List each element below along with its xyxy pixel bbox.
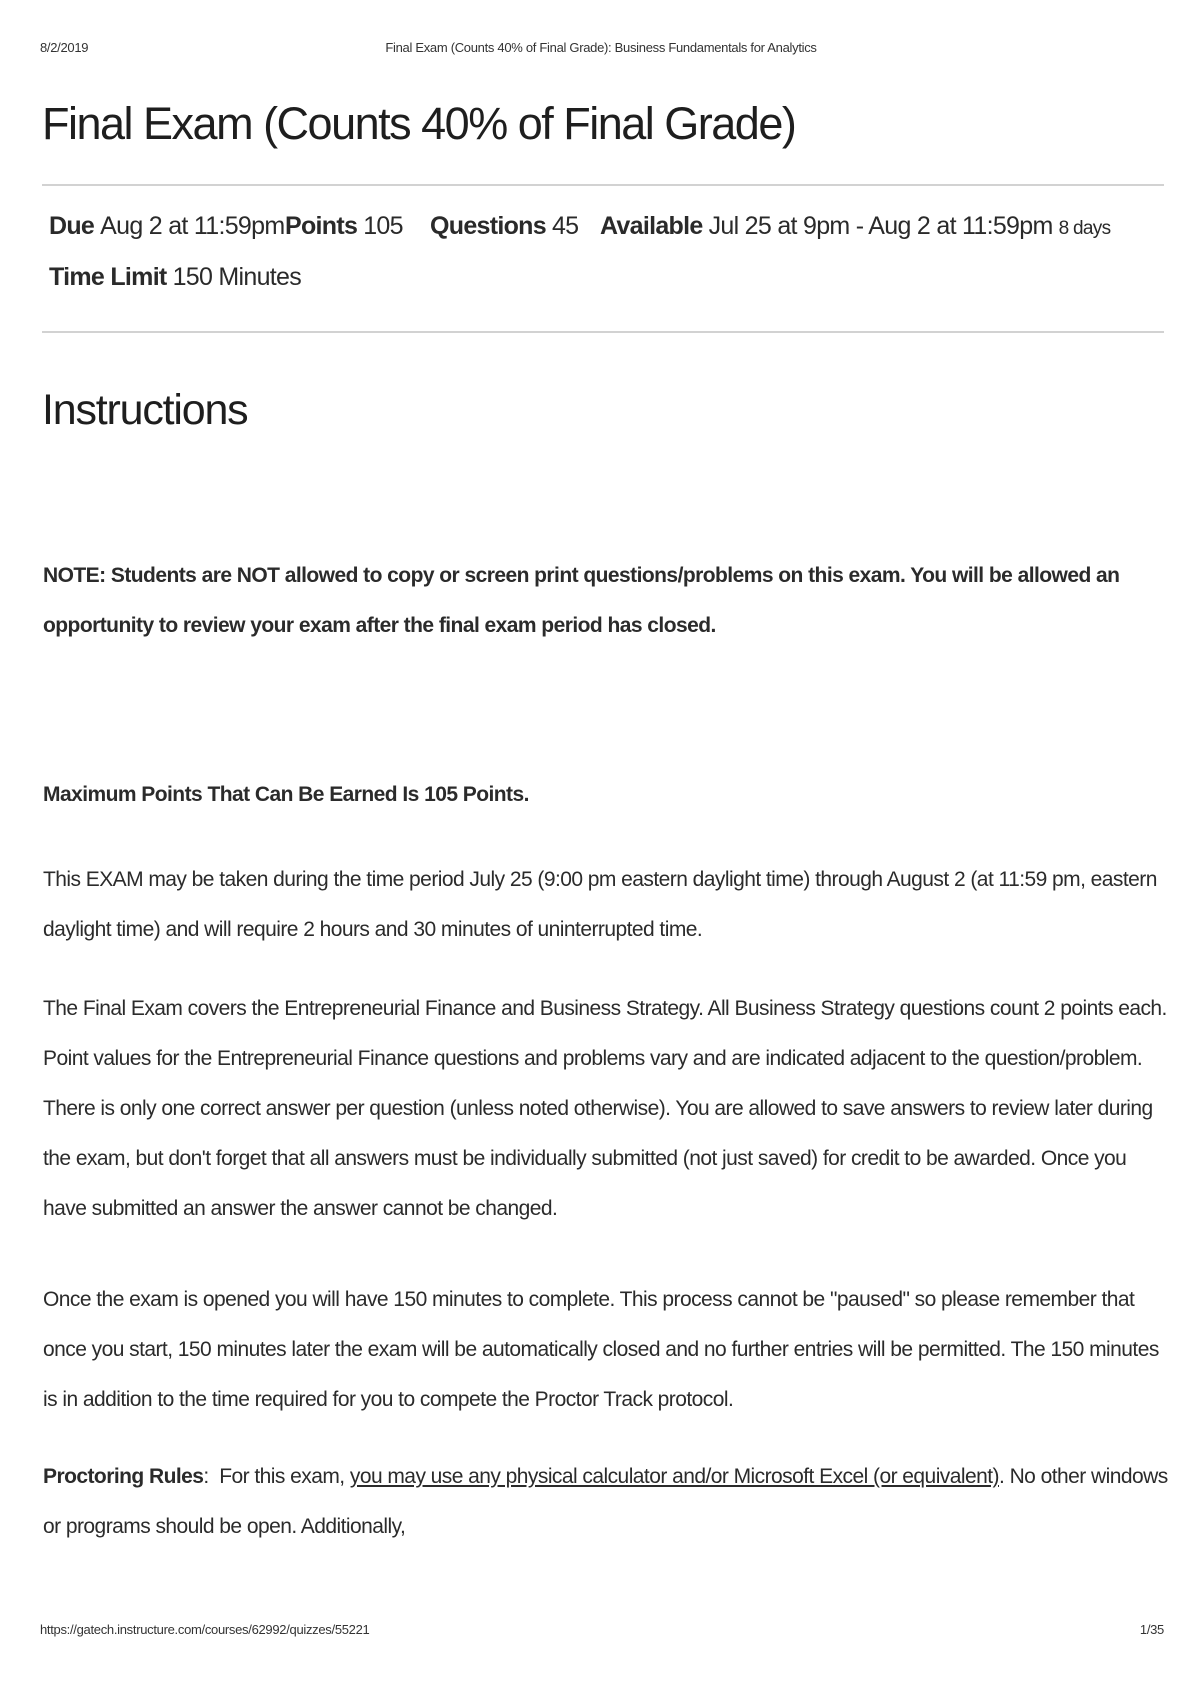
time-period-paragraph: This EXAM may be taken during the time period July 25 (9:00 pm eastern daylight time) through August 2 (at 11:59 pm, eastern daylight time) and will require 2 hours and 30 minutes of uninterrupted time. <box>43 868 1157 941</box>
max-points-paragraph: Maximum Points That Can Be Earned Is 105 Points. <box>43 783 529 806</box>
due-label: Due <box>49 212 95 240</box>
print-header <box>40 40 1162 60</box>
questions-value: 45 <box>551 212 579 240</box>
time-limit-detail <box>49 263 301 292</box>
page-url: https://gatech.instructure.com/courses/62992/quizzes/55221 <box>40 1622 370 1637</box>
questions-detail <box>430 212 578 241</box>
print-footer <box>40 1622 1164 1642</box>
due-value: Aug 2 at 11:59pm <box>100 212 285 240</box>
available-detail <box>600 212 1110 241</box>
print-document-title: Final Exam (Counts 40% of Final Grade): Business Fundamentals for Analytics <box>385 40 817 55</box>
proctoring-separator: : For this exam, <box>203 1465 350 1488</box>
page-number: 1/35 <box>1139 1622 1164 1637</box>
proctoring-rules-paragraph <box>43 1452 1168 1552</box>
page-title: Final Exam (Counts 40% of Final Grade) <box>42 98 796 149</box>
available-label: Available <box>600 212 703 240</box>
time-limit-paragraph: Once the exam is opened you will have 150 minutes to complete. This process cannot be "paused" so please remember that once you start, 150 minutes later the exam will be automatically closed and no further entries will be permitted. The 150 minutes is in addition to the time required for you to compete the Proctor Track protocol. <box>43 1288 1159 1411</box>
proctoring-rules-label: Proctoring Rules <box>43 1465 204 1488</box>
exam-coverage-paragraph: The Final Exam covers the Entrepreneurial Finance and Business Strategy. All Business Strategy questions count 2 points each. Point values for the Entrepreneurial Finance questions and problems vary and are indicated adjacent to the question/problem. There is only one correct answer per question (unless noted otherwise). You are allowed to save answers to review later during the exam, but don't forget that all answers must be individually submitted (not just saved) for credit to be awarded. Once you have submitted an answer the answer cannot be changed. <box>43 997 1167 1220</box>
divider <box>42 184 1164 186</box>
proctoring-allowed-tools: you may use any physical calculator and/or Microsoft Excel (or equivalent) <box>349 1465 999 1488</box>
time-limit-value: 150 Minutes <box>172 263 302 291</box>
available-value: Jul 25 at 9pm - Aug 2 at 11:59pm <box>708 212 1053 240</box>
note-paragraph: NOTE: Students are NOT allowed to copy or screen print questions/problems on this exam. You will be allowed an opportunity to review your exam after the final exam period has closed. <box>43 564 1120 637</box>
questions-label: Questions <box>430 212 546 240</box>
print-date: 8/2/2019 <box>40 40 89 55</box>
instructions-heading: Instructions <box>42 386 248 434</box>
proctoring-rest: . No other windows or programs should be open. Additionally, <box>43 1465 1168 1538</box>
time-limit-label: Time Limit <box>49 263 167 291</box>
due-detail <box>49 212 284 241</box>
available-duration: 8 days <box>1058 218 1111 239</box>
points-value: 105 <box>363 212 403 240</box>
points-detail <box>285 212 403 241</box>
points-label: Points <box>285 212 358 240</box>
divider <box>42 331 1164 333</box>
